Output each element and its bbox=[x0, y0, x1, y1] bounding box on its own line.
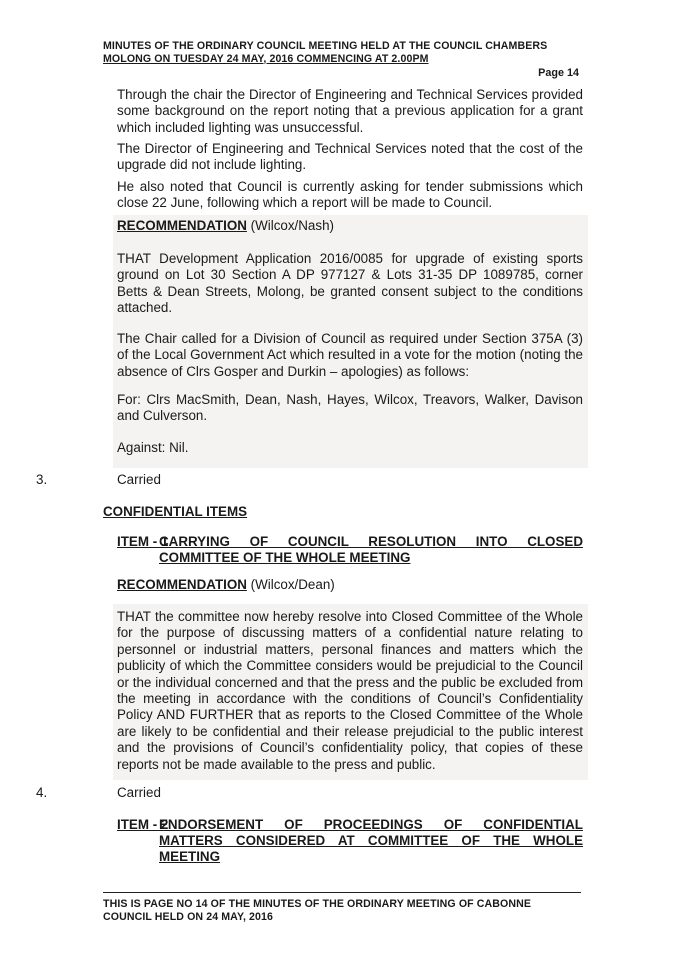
item-2-title-line-2: MATTERS CONSIDERED AT COMMITTEE OF THE WHOLE bbox=[159, 833, 583, 848]
item-2-heading bbox=[117, 817, 583, 865]
item-2-title-line-1: ENDORSEMENT OF PROCEEDINGS OF CONFIDENTIAL bbox=[159, 817, 583, 832]
header-line-2: MOLONG ON TUESDAY 24 MAY, 2016 COMMENCING AT 2.00PM bbox=[103, 52, 429, 65]
header-line-1: MINUTES OF THE ORDINARY COUNCIL MEETING HELD AT THE COUNCIL CHAMBERS bbox=[103, 40, 548, 52]
recommendation-1-paragraph-1: THAT Development Application 2016/0085 for upgrade of existing sports ground on Lot 30 Section A DP 977127 & Lots 31-35 DP 1089785, corner Betts & Dean Streets, Molong, be granted consent subject to the conditions attached. bbox=[117, 251, 583, 316]
recommendation-1-label: RECOMMENDATION bbox=[117, 218, 247, 233]
recommendation-1-paragraph-4: Against: Nil. bbox=[117, 440, 189, 455]
page-footer bbox=[103, 898, 581, 923]
resolution-3-result: Carried bbox=[117, 472, 161, 487]
footer-line-2: COUNCIL HELD ON 24 MAY, 2016 bbox=[103, 910, 273, 923]
recommendation-2-movers: (Wilcox/Dean) bbox=[246, 577, 335, 592]
recommendation-1-heading bbox=[117, 218, 583, 234]
item-1-title-line-2: COMMITTEE OF THE WHOLE MEETING bbox=[159, 550, 411, 565]
recommendation-1-movers: (Wilcox/Nash) bbox=[246, 218, 334, 233]
intro-paragraph-2: The Director of Engineering and Technical Services noted that the cost of the upgrade did not include lighting. bbox=[117, 141, 583, 173]
recommendation-1-paragraph-3: For: Clrs MacSmith, Dean, Nash, Hayes, Wilcox, Treavors, Walker, Davison and Culverson. bbox=[117, 392, 583, 424]
resolution-number-4: 4. bbox=[36, 785, 48, 800]
recommendation-2-label: RECOMMENDATION bbox=[117, 577, 247, 592]
page-header bbox=[103, 40, 581, 65]
item-1-label: ITEM - 1 bbox=[117, 534, 169, 549]
item-2-title-line-3: MEETING bbox=[159, 849, 221, 864]
recommendation-2-paragraph: THAT the committee now hereby resolve into Closed Committee of the Whole for the purpose of discussing matters of a confidential nature relating to personnel or industrial matters, personal finances and matters which the publicity of which the Committee considers would be prejudicial to the Council or the individual concerned and that the press and the public be excluded from the meeting in accordance with the conditions of Council’s Confidentiality Policy AND FURTHER that as reports to the Closed Committee of the Whole are likely to be confidential and their release prejudicial to the public interest and the provisions of Council’s confidentiality policy, that copies of these reports not be made available to the press and public. bbox=[117, 609, 583, 772]
confidential-items-heading: CONFIDENTIAL ITEMS bbox=[103, 504, 248, 519]
intro-paragraph-3: He also noted that Council is currently asking for tender submissions which close 22 June, following which a report will be made to Council. bbox=[117, 179, 583, 211]
recommendation-2-heading bbox=[117, 577, 583, 593]
footer-line-1: THIS IS PAGE NO 14 OF THE MINUTES OF THE ORDINARY MEETING OF CABONNE bbox=[103, 898, 532, 910]
intro-paragraph-1: Through the chair the Director of Engineering and Technical Services provided some background on the report noting that a previous application for a grant which included lighting was unsuccessful. bbox=[117, 87, 583, 135]
resolution-4-result: Carried bbox=[117, 785, 161, 800]
item-1-title-line-1: CARRYING OF COUNCIL RESOLUTION INTO CLOSED bbox=[159, 534, 583, 549]
page-number: Page 14 bbox=[538, 67, 579, 79]
item-2-label: ITEM - 2 bbox=[117, 817, 169, 832]
recommendation-1-paragraph-2: The Chair called for a Division of Council as required under Section 375A (3) of the Local Government Act which resulted in a vote for the motion (noting the absence of Clrs Gosper and Durkin – apologies) as follows: bbox=[117, 331, 583, 379]
resolution-number-3: 3. bbox=[36, 472, 48, 487]
footer-rule bbox=[103, 892, 581, 893]
item-1-heading bbox=[117, 534, 583, 566]
